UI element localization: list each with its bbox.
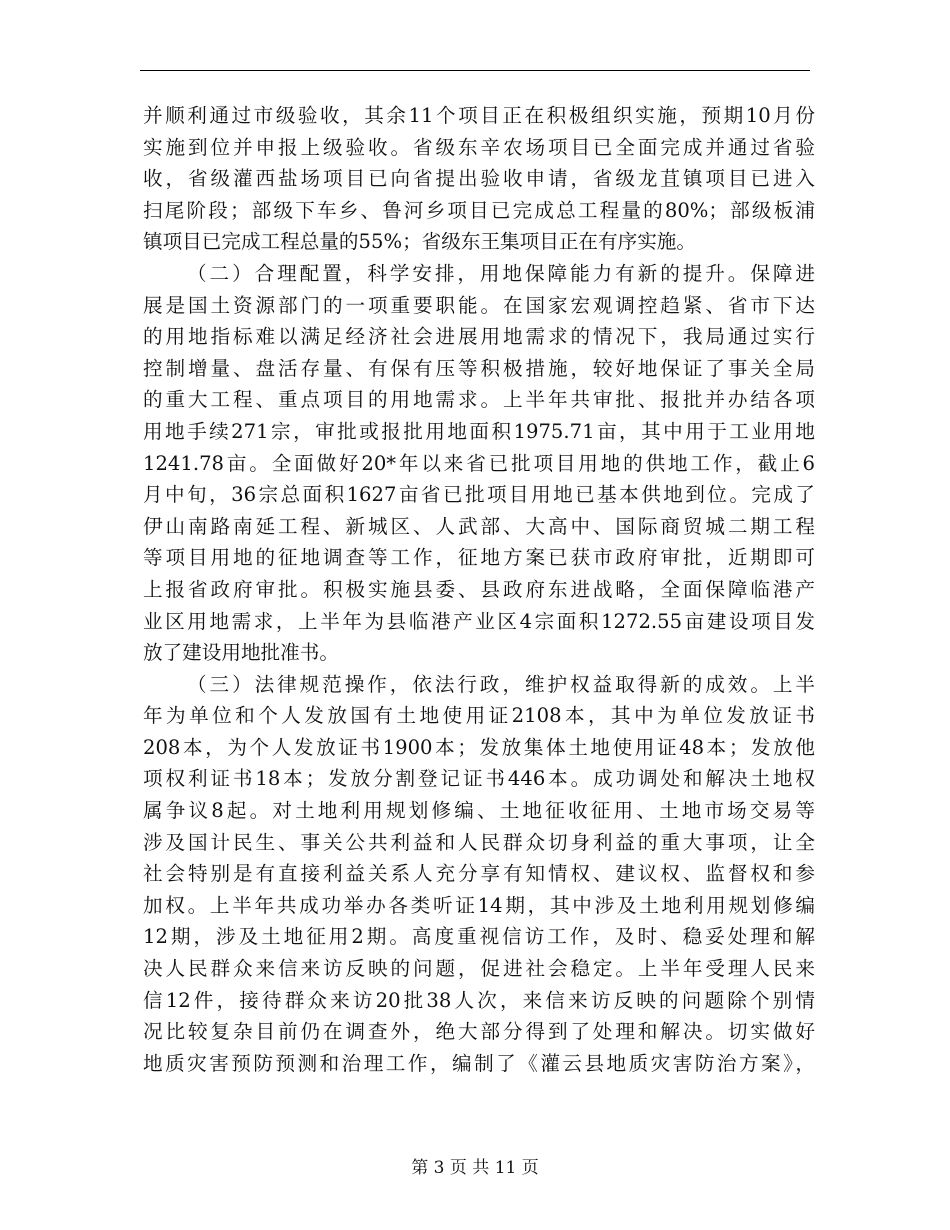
- text-line: 的用地指标难以满足经济社会进展用地需求的情况下，我局通过实行: [143, 325, 815, 349]
- body-text: [143, 100, 815, 1079]
- text-line: 等项目用地的征地调查等工作，征地方案已获市政府审批，近期即可: [143, 546, 815, 570]
- text-line: 控制增量、盘活存量、有保有压等积极措施，较好地保证了事关全局: [143, 356, 815, 380]
- text-line: 伊山南路南延工程、新城区、人武部、大高中、国际商贸城二期工程: [143, 514, 815, 538]
- text-line: 收，省级灌西盐场项目已向省提出验收申请，省级龙苴镇项目已进入: [143, 167, 815, 191]
- text-line: 信12件，接待群众来访20批38人次，来信来访反映的问题除个别情: [143, 988, 815, 1012]
- text-line: 并顺利通过市级验收，其余11个项目正在积极组织实施，预期10月份: [143, 104, 815, 127]
- text-line: 月中旬，36宗总面积1627亩省已批项目用地已基本供地到位。完成了: [143, 483, 815, 507]
- text-line: 的重大工程、重点项目的用地需求。上半年共审批、报批并办结各项: [143, 388, 815, 412]
- text-line: 12期，涉及土地征用2期。高度重视信访工作，及时、稳妥处理和解: [143, 925, 815, 949]
- text-line: 用地手续271宗，审批或报批用地面积1975.71亩，其中用于工业用地: [143, 419, 815, 443]
- text-line: 实施到位并申报上级验收。省级东辛农场项目已全面完成并通过省验: [143, 135, 815, 159]
- text-line: 社会特别是有直接利益关系人充分享有知情权、建议权、监督权和参: [143, 862, 815, 886]
- text-line: 1241.78亩。全面做好20*年以来省已批项目用地的供地工作，截止6: [143, 451, 815, 475]
- text-line: 208本，为个人发放证书1900本；发放集体土地使用证48本；发放他: [143, 735, 815, 759]
- text-line: 况比较复杂目前仍在调查外，绝大部分得到了处理和解决。切实做好: [143, 1020, 815, 1044]
- page-number-footer: 第 3 页 共 11 页: [411, 1158, 539, 1178]
- text-line: 镇项目已完成工程总量的55%；省级东王集项目正在有序实施。: [143, 230, 696, 254]
- section-heading-line: （三）法律规范操作，依法行政，维护权益取得新的成效。上半: [187, 672, 815, 696]
- section-heading-line: （二）合理配置，科学安排，用地保障能力有新的提升。保障进: [187, 261, 815, 285]
- text-line: 决人民群众来信来访反映的问题，促进社会稳定。上半年受理人民来: [143, 957, 815, 981]
- text-line: 展是国土资源部门的一项重要职能。在国家宏观调控趋紧、省市下达: [143, 293, 815, 317]
- text-line: 涉及国计民生、事关公共利益和人民群众切身利益的重大事项，让全: [143, 830, 815, 854]
- text-line: 地质灾害预防预测和治理工作，编制了《灌云县地质灾害防治方案》，: [143, 1051, 815, 1075]
- text-line: 项权利证书18本；发放分割登记证书446本。成功调处和解决土地权: [143, 767, 815, 791]
- text-line: 加权。上半年共成功举办各类听证14期，其中涉及土地利用规划修编: [143, 893, 815, 917]
- text-line: 业区用地需求，上半年为县临港产业区4宗面积1272.55亩建设项目发: [143, 609, 815, 633]
- text-line: 属争议8起。对土地利用规划修编、土地征收征用、土地市场交易等: [143, 799, 815, 823]
- text-line: 年为单位和个人发放国有土地使用证2108本，其中为单位发放证书: [143, 704, 815, 728]
- text-line: 放了建设用地批准书。: [143, 641, 339, 665]
- text-line: 扫尾阶段；部级下车乡、鲁河乡项目已完成总工程量的80%；部级板浦: [143, 198, 815, 222]
- header-divider: [140, 70, 810, 71]
- text-line: 上报省政府审批。积极实施县委、县政府东进战略，全面保障临港产: [143, 577, 815, 601]
